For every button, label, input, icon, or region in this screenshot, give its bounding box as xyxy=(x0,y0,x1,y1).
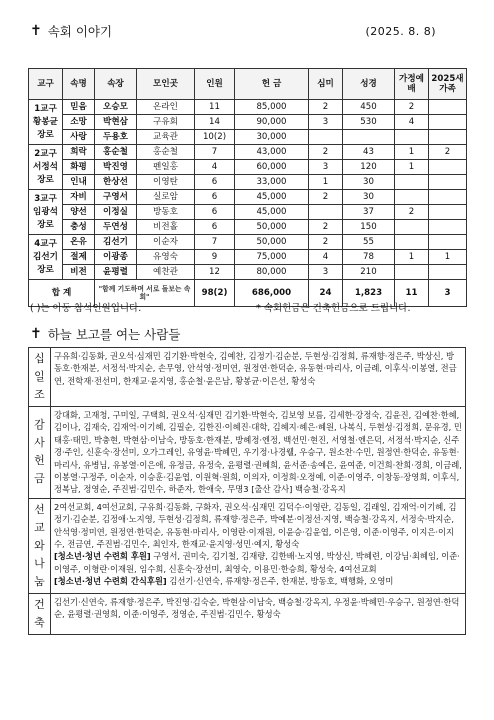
cell-name: 소망 xyxy=(63,115,95,130)
cell-offering: 85,000 xyxy=(235,100,309,115)
offering-names: 강대화, 고재청, 구미일, 구택희, 권오석·심재민 김기환·박현숙, 김보영 보름, 김세한·강정숙, 김윤진, 김예찬·한혜, 김이나, 김재숙, 김재억·이기혜, 김필순, 김한진·이혜진·대학, 김혜지·혜은·혜원, 나복식, 두현성·김정희, 문유경, 민태홍·태민, 박충현, 박현삼·이남숙, 방동호·한재분, 방혜정·엔정, 백선민·현진, 서영철·엔은덕, 서정석·박지순, 신주경·주인, 신훈숙·장선미, 오가그레인, 유영윤·박혜민, 우기정·나경웰, 우승구, 원소찬·수민, 원정연·한덕순, 유동현·마리사, 유병님, 유봉열·이은애, 유정금, 유정숙, 윤평렬·권혜희, 윤서준·송예은, 윤여준, 이건희·찬희·경희, 이금례, 이봉열·구정주, 이순자, 이승훈·김윤엽, 이원혁·원희, 이의자, 이정희·오정예, 이준·이영주, 이창동·장영희, 이후식, 정복남, 정영순, 주진범·김민수, 하준자, 한애숙, 무명3 [출산 감사] 백승철·강옥지 xyxy=(51,407,466,499)
cell-simmi: 3 xyxy=(309,160,343,175)
total-bible: 1,823 xyxy=(343,280,395,307)
cell-family: 4 xyxy=(395,115,429,130)
offering-category: 건축 xyxy=(29,593,51,634)
cell-family xyxy=(395,235,429,250)
district-label: 4교구 김선기 장로 xyxy=(29,235,63,280)
cell-newfam: 2 xyxy=(429,145,467,160)
cell-family: 1 xyxy=(395,250,429,265)
header-cell: 2025새가족 xyxy=(429,69,467,100)
cell-simmi: 2 xyxy=(309,220,343,235)
cell-bible: 150 xyxy=(343,220,395,235)
cell-name: 사랑 xyxy=(63,130,95,145)
cell-family: 1 xyxy=(395,160,429,175)
header-cell: 가정예배 xyxy=(395,69,429,100)
table-row xyxy=(29,115,467,130)
cell-simmi xyxy=(309,130,343,145)
cell-name: 희락 xyxy=(63,145,95,160)
offering-row-building xyxy=(29,593,466,634)
cell-place: 이영탄 xyxy=(137,175,195,190)
cell-newfam xyxy=(429,175,467,190)
cell-newfam xyxy=(429,130,467,145)
cell-bible: 43 xyxy=(343,145,395,160)
cell-bible: 120 xyxy=(343,160,395,175)
table-header-row xyxy=(29,69,467,100)
cell-family: 1 xyxy=(395,145,429,160)
total-label: 합 계 xyxy=(29,280,95,307)
youth-retreat-label: [청소년·청년 수련회 후원] xyxy=(54,551,151,562)
offering-names: 김선기·신연숙, 류재향·정은주, 박진영·김숙순, 박현삼·이남숙, 백승철·강옥지, 우정윤·박혜민·우승구, 원정연·한덕순, 윤평렬·권영희, 이준·이영주, 정영순, 주진범·김민수, 황성숙 xyxy=(51,593,466,634)
section-title-offerings xyxy=(30,325,180,343)
mission-names: 2여선교회, 4여선교회, 구유희·김동화, 구화자, 권오석·심재민 김덕수·이영란, 김동일, 김래일, 김재억·이기혜, 김정기·김순분, 김정애·노지영, 두현성·김정희, 류재향·정은주, 박예분·이정선·지영, 백승철·강옥지, 서정숙·박지순, 안석영·정미연, 원정연·한덕순, 유동현·마리사, 이영란·이재원, 이윤승·김윤엽, 이은영, 이준·이영주, 이지은·이지수, 전금연, 주진범·김민수, 최인자, 한재교·윤지영·성민·예지, 황성숙 xyxy=(54,501,457,550)
offering-names: 구유희·김동화, 권오석·심재민 김기환·박현숙, 김예찬, 김정기·김순분, 두현성·김정희, 류재향·정은주, 박상신, 방동호·한재분, 서정석·박지순, 손무영, 안석영·정미연, 원정연·한덕순, 유동현·마리사, 이금례, 이후식·이봉열, 전금연, 전학재·전선미, 한재교·윤지영, 홍순철·윤은남, 황봉균·이은선, 황성숙 xyxy=(51,348,466,407)
cell-newfam xyxy=(429,160,467,175)
table-row xyxy=(29,235,467,250)
cell-place: 방동호 xyxy=(137,205,195,220)
cell-simmi: 2 xyxy=(309,145,343,160)
cell-leader: 두용호 xyxy=(95,130,137,145)
cell-name: 충성 xyxy=(63,220,95,235)
offering-note: * 속회헌금은 건축헌금으로 드립니다. xyxy=(256,303,411,314)
cell-leader: 홍순철 xyxy=(95,145,137,160)
cell-place: 구유회 xyxy=(137,115,195,130)
cell-bible: 37 xyxy=(343,205,395,220)
report-date: (2025. 8. 8) xyxy=(365,25,436,38)
cell-name: 절제 xyxy=(63,250,95,265)
cell-bible: 450 xyxy=(343,100,395,115)
header-cell: 성경 xyxy=(343,69,395,100)
cell-simmi: 3 xyxy=(309,265,343,280)
youth-retreat-names: 구영서, 권미숙, 김기철, 김재량, 김한배·노지영, 박상신, 박혜련, 이강님·최혜임, 이준·이영주, 이형란·이재원, 임수희, 신훈숙·장선미, 최영숙, 이용민·한승희, 황성숙, 4여선교회 xyxy=(54,551,460,574)
cell-newfam xyxy=(429,235,467,250)
cell-leader: 윤평렬 xyxy=(95,265,137,280)
cell-simmi: 2 xyxy=(309,190,343,205)
cell-count: 14 xyxy=(195,115,235,130)
header-cell: 속명 xyxy=(63,69,95,100)
header-cell: 인원 xyxy=(195,69,235,100)
cell-offering: 80,000 xyxy=(235,265,309,280)
district-label: 2교구 서정석 장로 xyxy=(29,145,63,190)
cell-bible xyxy=(343,130,395,145)
cell-offering: 50,000 xyxy=(235,235,309,250)
table-row xyxy=(29,160,467,175)
cell-place: 실로암 xyxy=(137,190,195,205)
section-title-text: 속회 이야기 xyxy=(47,24,113,39)
cell-bible: 55 xyxy=(343,235,395,250)
cell-simmi xyxy=(309,205,343,220)
cell-place: 비전홀 xyxy=(137,220,195,235)
cell-place: 교육관 xyxy=(137,130,195,145)
cell-newfam xyxy=(429,115,467,130)
cell-offering: 30,000 xyxy=(235,130,309,145)
cell-count: 7 xyxy=(195,235,235,250)
cell-leader: 이정실 xyxy=(95,205,137,220)
cell-newfam xyxy=(429,100,467,115)
cell-offering: 45,000 xyxy=(235,205,309,220)
cell-place: 홍순철 xyxy=(137,145,195,160)
offering-category: 감사헌금 xyxy=(29,407,51,499)
cell-name: 자비 xyxy=(63,190,95,205)
cell-leader: 이광종 xyxy=(95,250,137,265)
offering-category: 십일조 xyxy=(29,348,51,407)
offering-row-tithe xyxy=(29,348,466,407)
cell-simmi: 2 xyxy=(309,235,343,250)
cell-simmi: 3 xyxy=(309,115,343,130)
cell-offering: 45,000 xyxy=(235,190,309,205)
table-row xyxy=(29,145,467,160)
district-label: 3교구 임광석 장로 xyxy=(29,190,63,235)
table-row xyxy=(29,190,467,205)
cell-count: 11 xyxy=(195,100,235,115)
table-row xyxy=(29,265,467,280)
cell-place: 이순자 xyxy=(137,235,195,250)
cell-name: 믿음 xyxy=(63,100,95,115)
district-label: 1교구 황봉균 장로 xyxy=(29,100,63,145)
cell-simmi: 1 xyxy=(309,175,343,190)
cross-icon: ✝ xyxy=(30,326,42,342)
offering-row-mission xyxy=(29,498,466,593)
cell-newfam xyxy=(429,190,467,205)
cell-bible: 30 xyxy=(343,190,395,205)
header-cell: 속장 xyxy=(95,69,137,100)
cell-newfam xyxy=(429,220,467,235)
section-title-text: 하늘 보고를 여는 사람들 xyxy=(47,327,181,342)
cell-family xyxy=(395,175,429,190)
table-row xyxy=(29,130,467,145)
total-count: 98(2) xyxy=(195,280,235,307)
cell-count: 12 xyxy=(195,265,235,280)
cell-newfam xyxy=(429,265,467,280)
offering-names xyxy=(51,498,466,593)
youth-snack-label: [청소년·청년 수련회 간식후원] xyxy=(54,576,167,587)
cell-leader: 구영서 xyxy=(95,190,137,205)
cell-name: 양선 xyxy=(63,205,95,220)
table-row xyxy=(29,175,467,190)
header-cell: 모인곳 xyxy=(137,69,195,100)
cell-bible: 530 xyxy=(343,115,395,130)
cell-count: 6 xyxy=(195,175,235,190)
cell-family: 2 xyxy=(395,205,429,220)
total-motto: "함께 기도하며 서로 돌보는 속회" xyxy=(95,280,195,307)
cell-offering: 43,000 xyxy=(235,145,309,160)
total-offering: 686,000 xyxy=(235,280,309,307)
cell-offering: 60,000 xyxy=(235,160,309,175)
cell-place: 온라인 xyxy=(137,100,195,115)
cell-group-table xyxy=(28,68,467,307)
cell-simmi: 4 xyxy=(309,250,343,265)
header-cell: 심미 xyxy=(309,69,343,100)
cell-count: 6 xyxy=(195,205,235,220)
section-title-meetings xyxy=(30,22,112,40)
cell-offering: 90,000 xyxy=(235,115,309,130)
header-cell: 헌 금 xyxy=(235,69,309,100)
cell-leader: 두연성 xyxy=(95,220,137,235)
cell-simmi: 2 xyxy=(309,100,343,115)
cell-family xyxy=(395,265,429,280)
offering-row-thanks xyxy=(29,407,466,499)
cell-place: 펜일홍 xyxy=(137,160,195,175)
cell-newfam xyxy=(429,205,467,220)
cell-count: 7 xyxy=(195,145,235,160)
total-family: 11 xyxy=(395,280,429,307)
cell-bible: 210 xyxy=(343,265,395,280)
table-row xyxy=(29,250,467,265)
cell-count: 9 xyxy=(195,250,235,265)
table-row xyxy=(29,220,467,235)
cell-leader: 박진영 xyxy=(95,160,137,175)
table-row xyxy=(29,100,467,115)
cell-name: 인내 xyxy=(63,175,95,190)
cell-count: 10(2) xyxy=(195,130,235,145)
cell-family xyxy=(395,130,429,145)
cell-offering: 33,000 xyxy=(235,175,309,190)
cell-name: 온유 xyxy=(63,235,95,250)
cell-newfam: 1 xyxy=(429,250,467,265)
cross-icon: ✝ xyxy=(30,23,42,39)
table-row xyxy=(29,205,467,220)
offering-list-table xyxy=(28,347,466,635)
cell-count: 4 xyxy=(195,160,235,175)
cell-family xyxy=(395,190,429,205)
cell-count: 6 xyxy=(195,220,235,235)
cell-offering: 75,000 xyxy=(235,250,309,265)
youth-snack-names: 김선기·신연숙, 류재향·정은주, 한재분, 방동호, 백행화, 오영미 xyxy=(166,576,394,587)
cell-family: 2 xyxy=(395,100,429,115)
cell-name: 비전 xyxy=(63,265,95,280)
cell-leader: 오승모 xyxy=(95,100,137,115)
header-cell: 교구 xyxy=(29,69,63,100)
cell-offering: 50,000 xyxy=(235,220,309,235)
cell-place: 유영숙 xyxy=(137,250,195,265)
cell-leader: 김선기 xyxy=(95,235,137,250)
cell-bible: 78 xyxy=(343,250,395,265)
cell-count: 6 xyxy=(195,190,235,205)
total-simmi: 24 xyxy=(309,280,343,307)
child-count-note: ( )는 아동 참석인원입니다. xyxy=(30,303,142,314)
cell-place: 예찬관 xyxy=(137,265,195,280)
cell-leader: 한상선 xyxy=(95,175,137,190)
cell-bible: 30 xyxy=(343,175,395,190)
cell-leader: 박현삼 xyxy=(95,115,137,130)
cell-name: 화평 xyxy=(63,160,95,175)
offering-category: 선교와나눔 xyxy=(29,498,51,593)
cell-family xyxy=(395,220,429,235)
total-newfam: 3 xyxy=(429,280,467,307)
